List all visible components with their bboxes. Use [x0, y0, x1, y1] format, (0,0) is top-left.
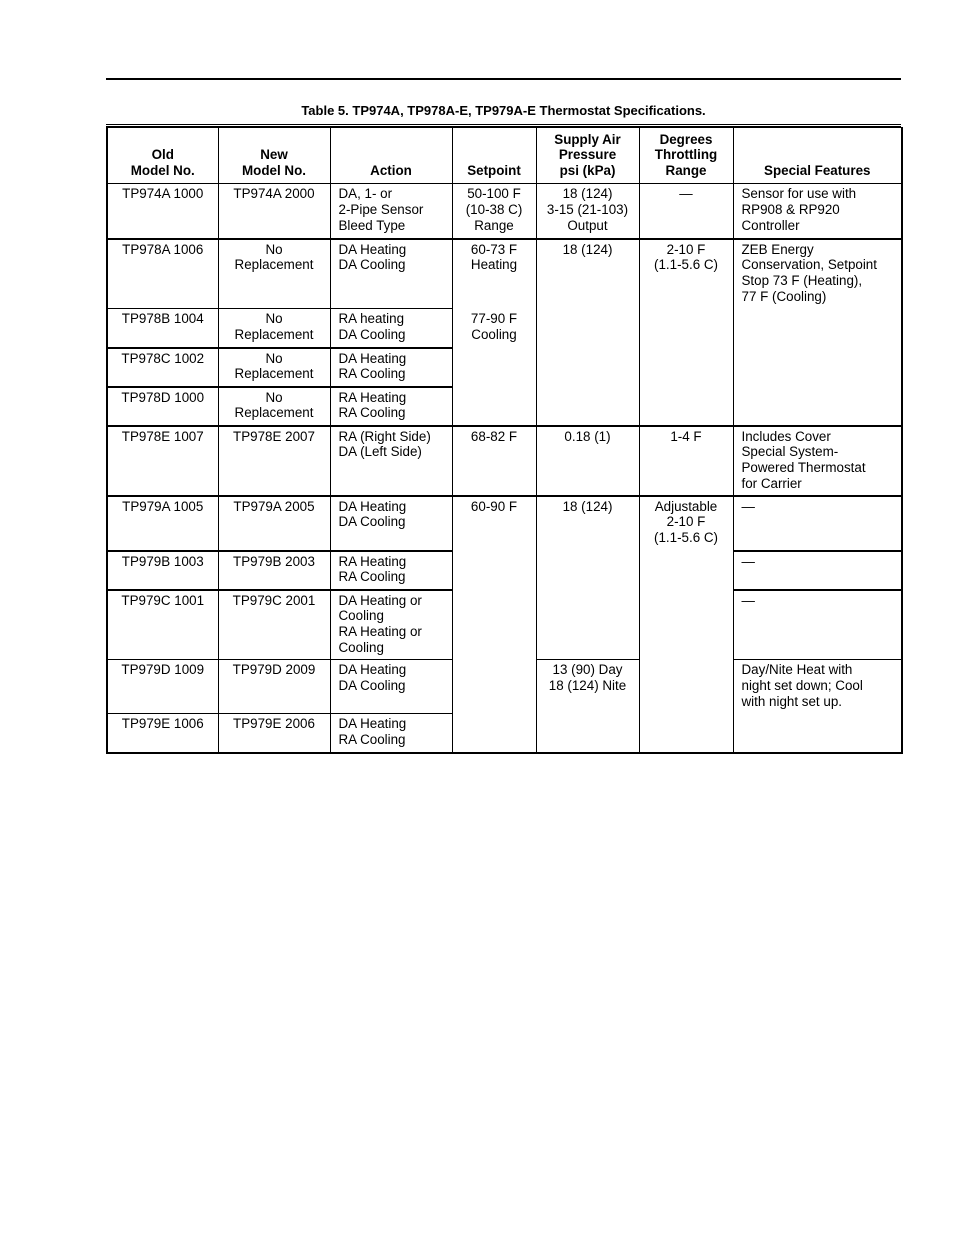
action-line: DA Cooling: [338, 257, 406, 273]
action-line: RA Cooling: [338, 569, 406, 585]
setpoint-line: 77-90 F: [470, 311, 518, 327]
thermostat-spec-table: [106, 127, 903, 754]
cell-action: [330, 426, 452, 496]
cell-setpoint: 68-82 F: [452, 426, 536, 496]
pressure-line: 18 (124) Nite: [548, 677, 627, 693]
cell-action: [330, 239, 452, 309]
action-line: Cooling: [338, 639, 384, 655]
cell-special-features: [733, 239, 902, 426]
features-line: 77 F (Cooling): [741, 288, 827, 304]
cell-special-features: [733, 660, 902, 753]
header-new-line1: New: [260, 147, 288, 163]
features-line: Conservation, Setpoint: [741, 257, 877, 273]
action-line: DA (Left Side): [338, 444, 422, 460]
features-line: Powered Thermostat: [741, 460, 866, 476]
action-line: RA heating: [338, 311, 405, 326]
cell-action: [330, 348, 452, 387]
cell-new-model: [218, 309, 330, 348]
new-model-line: Replacement: [234, 366, 314, 382]
cell-old-model: TP978A 1006: [107, 239, 218, 309]
header-old-line1: Old: [151, 147, 174, 163]
cell-pressure: [536, 184, 639, 239]
header-old-model: [107, 128, 218, 184]
action-line: DA Heating: [338, 241, 407, 257]
cell-pressure: 18 (124): [536, 239, 639, 426]
table-row: [107, 426, 902, 496]
cell-old-model: TP979B 1003: [107, 551, 218, 590]
features-line: Stop 73 F (Heating),: [741, 273, 863, 289]
header-new-model: [218, 128, 330, 184]
cell-new-model: [218, 387, 330, 426]
action-line: DA Cooling: [338, 514, 406, 530]
action-line: DA Heating: [338, 716, 407, 731]
cell-action: [330, 184, 452, 239]
cell-new-model: TP974A 2000: [218, 184, 330, 239]
pressure-line: Output: [567, 217, 608, 233]
setpoint-spacer: [461, 273, 528, 311]
header-throttling-line1: Degrees: [659, 131, 713, 147]
new-model-line: No: [265, 389, 283, 405]
new-model-line: No: [265, 311, 283, 326]
cell-new-model: TP979A 2005: [218, 496, 330, 551]
action-line: DA Heating: [338, 350, 407, 366]
setpoint-cooling: [461, 311, 528, 343]
action-line: DA Heating or: [338, 592, 422, 608]
cell-pressure: 18 (124): [536, 496, 639, 660]
new-model-line: Replacement: [234, 326, 314, 342]
cell-action: [330, 551, 452, 590]
cell-throttling: [639, 239, 733, 426]
throttling-line: 2-10 F: [666, 241, 706, 257]
cell-action: [330, 590, 452, 660]
action-line: RA Cooling: [338, 405, 406, 421]
pressure-line: 18 (124): [562, 186, 613, 201]
cell-special-features: —: [733, 551, 902, 590]
header-row: [107, 128, 902, 184]
cell-new-model: TP979D 2009: [218, 660, 330, 714]
new-model-line: Replacement: [234, 257, 314, 273]
new-model-line: No: [265, 241, 283, 257]
action-line: DA Heating: [338, 662, 407, 677]
cell-action: [330, 660, 452, 714]
header-pressure-line2: Pressure: [558, 147, 617, 163]
cell-special-features: —: [733, 590, 902, 660]
features-line: Includes Cover: [741, 428, 831, 444]
cell-action: [330, 387, 452, 426]
cell-old-model: TP978B 1004: [107, 309, 218, 348]
header-pressure: [536, 128, 639, 184]
setpoint-line: (10-38 C): [465, 201, 523, 217]
action-line: DA Cooling: [338, 326, 406, 342]
throttling-line: (1.1-5.6 C): [654, 257, 718, 273]
header-throttling-line2: Throttling: [654, 147, 718, 163]
cell-old-model: TP979A 1005: [107, 496, 218, 551]
cell-setpoint: [452, 184, 536, 239]
new-model-line: Replacement: [234, 405, 314, 421]
action-line: DA Cooling: [338, 677, 406, 693]
cell-old-model: TP978E 1007: [107, 426, 218, 496]
features-line: Controller: [741, 217, 800, 233]
features-line: night set down; Cool: [741, 677, 863, 693]
setpoint-line: Heating: [470, 257, 518, 273]
throttling-line: 2-10 F: [666, 514, 706, 530]
cell-throttling: 1-4 F: [639, 426, 733, 496]
cell-throttling: —: [639, 184, 733, 239]
cell-old-model: TP978D 1000: [107, 387, 218, 426]
features-line: RP908 & RP920: [741, 201, 840, 217]
cell-new-model: TP979B 2003: [218, 551, 330, 590]
pressure-line: 13 (90) Day: [552, 662, 623, 677]
spec-table-wrapper: [106, 124, 901, 754]
cell-new-model: TP979E 2006: [218, 714, 330, 753]
header-old-line2: Model No.: [130, 163, 195, 179]
cell-action: [330, 714, 452, 753]
cell-action: [330, 309, 452, 348]
cell-new-model: [218, 239, 330, 309]
cell-old-model: TP978C 1002: [107, 348, 218, 387]
header-special-features: Special Features: [733, 128, 902, 184]
cell-pressure: [536, 660, 639, 753]
cell-special-features: —: [733, 496, 902, 551]
header-throttling: [639, 128, 733, 184]
setpoint-heating: [461, 242, 528, 274]
action-line: Cooling: [338, 608, 384, 624]
cell-pressure: 0.18 (1): [536, 426, 639, 496]
header-pressure-line3: psi (kPa): [559, 163, 616, 179]
setpoint-line: 50-100 F: [467, 186, 521, 201]
features-line: Day/Nite Heat with: [741, 662, 853, 677]
action-line: RA (Right Side): [338, 428, 431, 444]
table-caption: Table 5. TP974A, TP978A-E, TP979A-E Thermostat Specifications.: [301, 103, 706, 118]
setpoint-line: Cooling: [471, 326, 517, 342]
header-new-line2: Model No.: [242, 163, 306, 179]
header-action: Action: [330, 128, 452, 184]
header-throttling-line3: Range: [665, 163, 707, 179]
cell-new-model: TP978E 2007: [218, 426, 330, 496]
features-line: Special System-: [741, 444, 839, 460]
features-line: Sensor for use with: [741, 186, 857, 201]
top-rule: [106, 78, 901, 80]
new-model-line: No: [265, 350, 283, 366]
table-row: [107, 239, 902, 309]
cell-new-model: [218, 348, 330, 387]
table-row: [107, 184, 902, 239]
cell-action: [330, 496, 452, 551]
action-line: DA, 1- or: [338, 186, 393, 201]
action-line: RA Cooling: [338, 366, 406, 382]
cell-special-features: [733, 184, 902, 239]
features-line: with night set up.: [741, 693, 842, 709]
setpoint-line: Range: [474, 217, 514, 233]
setpoint-line: 60-73 F: [470, 241, 518, 257]
features-line: for Carrier: [741, 475, 802, 491]
cell-setpoint: [452, 239, 536, 426]
cell-setpoint: 60-90 F: [452, 496, 536, 753]
action-line: RA Heating: [338, 553, 407, 569]
throttling-line: Adjustable: [654, 498, 718, 514]
cell-throttling: [639, 496, 733, 753]
header-setpoint: Setpoint: [452, 128, 536, 184]
header-pressure-line1: Supply Air: [554, 131, 621, 147]
features-line: ZEB Energy: [741, 241, 814, 257]
cell-old-model: TP979E 1006: [107, 714, 218, 753]
action-line: RA Heating: [338, 389, 407, 405]
table-row: [107, 496, 902, 551]
action-line: Bleed Type: [338, 217, 406, 233]
pressure-line: 3-15 (21-103): [546, 201, 629, 217]
action-line: RA Cooling: [338, 731, 406, 747]
cell-old-model: TP979D 1009: [107, 660, 218, 714]
cell-special-features: [733, 426, 902, 496]
throttling-line: (1.1-5.6 C): [654, 530, 718, 546]
action-line: 2-Pipe Sensor: [338, 201, 424, 217]
action-line: RA Heating or: [338, 624, 422, 640]
cell-new-model: TP979C 2001: [218, 590, 330, 660]
action-line: DA Heating: [338, 498, 407, 514]
cell-old-model: TP979C 1001: [107, 590, 218, 660]
cell-old-model: TP974A 1000: [107, 184, 218, 239]
